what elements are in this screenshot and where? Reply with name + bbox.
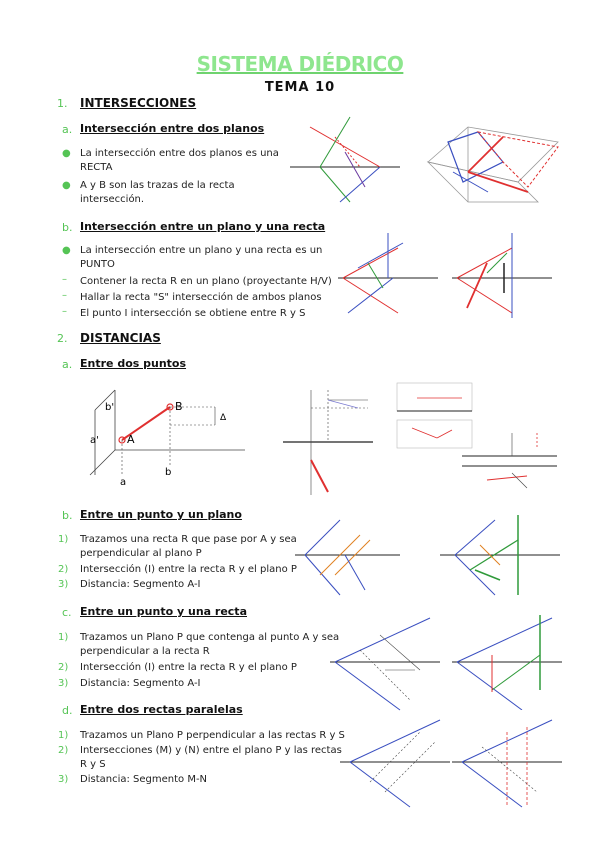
bullet-icon: ● bbox=[62, 148, 71, 159]
list-item: Hallar la recta "S" intersección de ambos planos bbox=[80, 292, 322, 303]
subsection-letter: b. bbox=[62, 221, 73, 234]
page-subtitle: TEMA 10 bbox=[264, 80, 336, 95]
fig-label-a: a bbox=[120, 477, 127, 485]
list-item: Distancia: Segmento A-I bbox=[80, 678, 201, 689]
bullet-icon: ● bbox=[62, 180, 71, 191]
list-item: RECTA bbox=[80, 162, 113, 173]
list-item: perpendicular al plano P bbox=[80, 548, 202, 559]
section-number: 1. bbox=[57, 97, 68, 110]
subsection-heading: Intersección entre un plano y una recta bbox=[80, 220, 326, 233]
list-item: Intersección (I) entre la recta R y el plano P bbox=[80, 662, 297, 673]
diagram-distance-points-3d bbox=[85, 380, 250, 485]
list-item: PUNTO bbox=[80, 259, 115, 270]
subsection-heading: Entre dos rectas paralelas bbox=[80, 703, 243, 716]
list-item: La intersección entre un plano y una recta es un bbox=[80, 245, 323, 256]
subsection-letter: a. bbox=[62, 123, 73, 136]
list-item: perpendicular a la recta R bbox=[80, 646, 210, 657]
subsection-heading: Entre un punto y un plano bbox=[80, 508, 242, 521]
list-item: intersección. bbox=[80, 194, 145, 205]
fig-label-b: b bbox=[165, 467, 172, 478]
subsection-heading: Intersección entre dos planos bbox=[80, 122, 265, 135]
list-item: El punto I intersección se obtiene entre R y S bbox=[80, 308, 306, 319]
list-number: 2) bbox=[58, 564, 69, 575]
list-number: 1) bbox=[58, 730, 69, 741]
bullet-icon: ● bbox=[62, 245, 71, 256]
section-heading-distancias: DISTANCIAS bbox=[80, 331, 161, 345]
fig-label-A: A bbox=[127, 433, 135, 446]
section-number: 2. bbox=[57, 332, 68, 345]
diagram-plane-line-2 bbox=[452, 228, 552, 323]
list-number: 3) bbox=[58, 774, 69, 785]
list-item: Trazamos un Plano P que contenga al punto A y sea bbox=[80, 632, 340, 643]
dash-icon: – bbox=[62, 274, 67, 285]
dash-icon: – bbox=[62, 306, 67, 317]
subsection-heading: Entre un punto y una recta bbox=[80, 605, 247, 618]
diagram-distance-points-dihedral bbox=[283, 380, 383, 498]
diagram-point-line-1 bbox=[330, 610, 440, 715]
diagram-plane-intersection bbox=[290, 112, 400, 207]
list-number: 3) bbox=[58, 579, 69, 590]
list-number: 2) bbox=[58, 662, 69, 673]
diagram-point-line-2 bbox=[452, 610, 562, 710]
list-item: Trazamos una recta R que pase por A y sea bbox=[80, 534, 297, 545]
fig-label-B: B bbox=[175, 400, 183, 413]
diagram-plane-intersection-3d bbox=[408, 112, 568, 212]
list-item: Intersecciones (M) y (N) entre el plano P y las rectas bbox=[80, 745, 342, 756]
fig-label-b-prime: b' bbox=[105, 402, 115, 413]
list-item: A y B son las trazas de la recta bbox=[80, 180, 235, 191]
section-heading-intersecciones: INTERSECCIONES bbox=[80, 96, 197, 110]
list-item: Trazamos un Plano P perpendicular a las rectas R y S bbox=[80, 730, 345, 741]
list-item: Distancia: Segmento M-N bbox=[80, 774, 208, 785]
diagram-parallel-lines-1 bbox=[340, 712, 450, 812]
subsection-letter: b. bbox=[62, 509, 73, 522]
list-item: La intersección entre dos planos es una bbox=[80, 148, 279, 159]
list-item: Intersección (I) entre la recta R y el plano P bbox=[80, 564, 297, 575]
fig-label-delta: Δ bbox=[220, 413, 227, 423]
page-title: SISTEMA DIÉDRICO bbox=[196, 52, 404, 76]
list-number: 1) bbox=[58, 534, 69, 545]
diagram-plane-line-1 bbox=[338, 228, 438, 323]
fig-label-a-prime: a' bbox=[90, 435, 99, 446]
diagram-point-plane-2 bbox=[440, 510, 560, 600]
subsection-letter: c. bbox=[62, 606, 72, 619]
subsection-letter: d. bbox=[62, 704, 73, 717]
subsection-letter: a. bbox=[62, 358, 73, 371]
dash-icon: – bbox=[62, 290, 67, 301]
diagram-point-plane-1 bbox=[295, 515, 400, 600]
list-number: 1) bbox=[58, 632, 69, 643]
list-item: Contener la recta R en un plano (proyectante H/V) bbox=[80, 276, 332, 287]
list-number: 3) bbox=[58, 678, 69, 689]
list-item: Distancia: Segmento A-I bbox=[80, 579, 201, 590]
list-number: 2) bbox=[58, 745, 69, 756]
list-item: R y S bbox=[80, 759, 106, 770]
diagram-distance-points-views bbox=[392, 378, 567, 493]
subsection-heading: Entre dos puntos bbox=[80, 357, 187, 370]
diagram-parallel-lines-2 bbox=[452, 712, 562, 812]
